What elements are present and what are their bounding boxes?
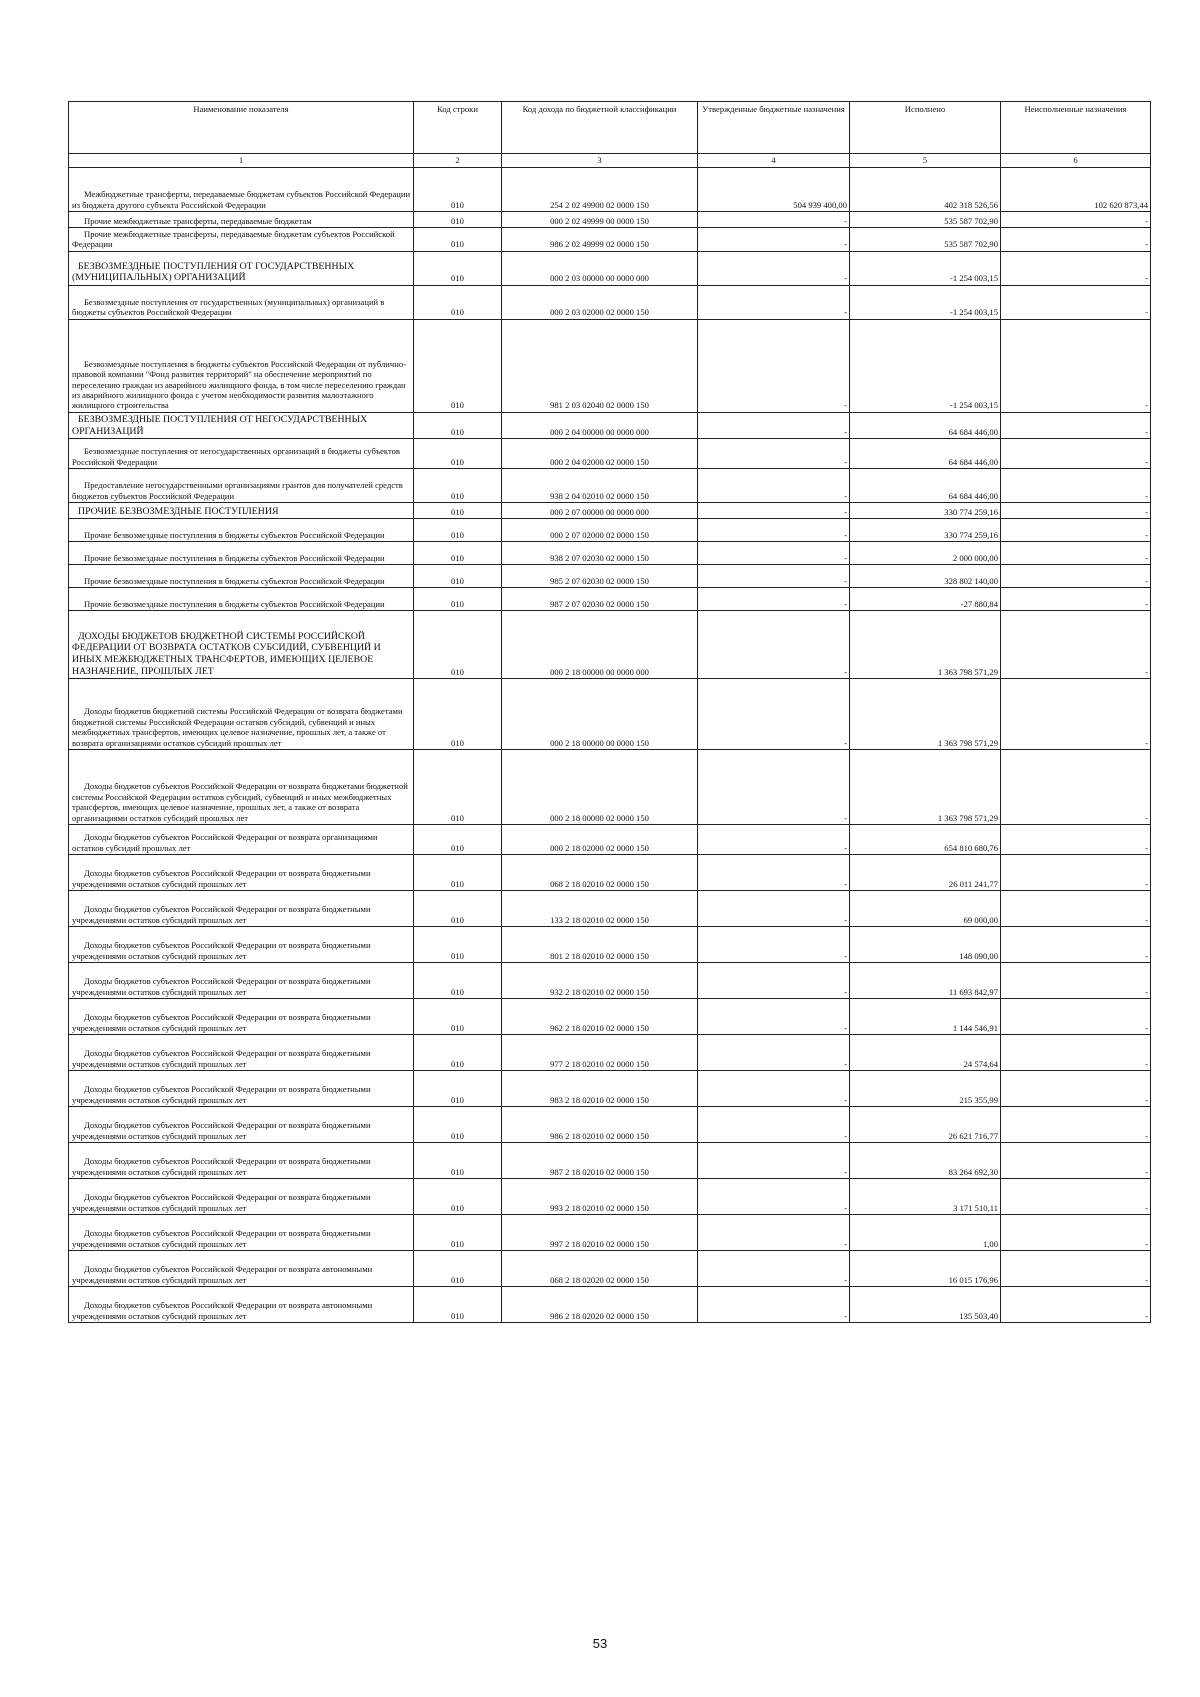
unexecuted-cell: - [1001, 319, 1151, 412]
executed-cell: 1 144 546,91 [850, 999, 1001, 1035]
unexecuted-cell: - [1001, 1107, 1151, 1143]
indicator-name: Доходы бюджетов бюджетной системы Российской Федерации от возврата бюджетами бюджетной системы Российской Федерации остатков субсидий, субвенций и иных межбюджетных трансфертов, имеющих целевое назначение, прошлых лет, а также от возврата организациями остатков субсидий прошлых лет [72, 706, 403, 748]
line-code-cell: 010 [414, 319, 502, 412]
approved-cell: - [698, 228, 850, 252]
approved-cell: - [698, 412, 850, 438]
indicator-name: Доходы бюджетов субъектов Российской Федерации от возврата бюджетными учреждениями остатков субсидий прошлых лет [72, 1192, 371, 1213]
table-row [69, 999, 1151, 1035]
unexecuted-cell: - [1001, 1035, 1151, 1071]
unexecuted-cell: - [1001, 1251, 1151, 1287]
executed-cell: 11 693 842,97 [850, 963, 1001, 999]
line-code-cell: 010 [414, 212, 502, 228]
indicator-name: ДОХОДЫ БЮДЖЕТОВ БЮДЖЕТНОЙ СИСТЕМЫ РОССИЙСКОЙ ФЕДЕРАЦИИ ОТ ВОЗВРАТА ОСТАТКОВ СУБСИДИЙ, СУБВЕНЦИЙ И ИНЫХ МЕЖБЮДЖЕТНЫХ ТРАНСФЕРТОВ, ИМЕЮЩИХ ЦЕЛЕВОЕ НАЗНАЧЕНИЕ, ПРОШЛЫХ ЛЕТ [72, 630, 381, 677]
unexecuted-cell: - [1001, 855, 1151, 891]
table-row [69, 611, 1151, 679]
indicator-name: Прочие межбюджетные трансферты, передаваемые бюджетам [84, 215, 312, 226]
unexecuted-cell: - [1001, 469, 1151, 503]
line-code-cell: 010 [414, 1215, 502, 1251]
executed-cell: 3 171 510,11 [850, 1179, 1001, 1215]
executed-cell: 330 774 259,16 [850, 503, 1001, 519]
indicator-name-cell [69, 212, 414, 228]
budget-code-cell: 986 2 18 02020 02 0000 150 [502, 1287, 698, 1323]
indicator-name: Безвозмездные поступления от негосударственных организаций в бюджеты субъектов Российской Федерации [72, 446, 400, 467]
table-row [69, 1107, 1151, 1143]
indicator-name: Доходы бюджетов субъектов Российской Федерации от возврата бюджетными учреждениями остатков субсидий прошлых лет [72, 1228, 371, 1249]
table-row [69, 1287, 1151, 1323]
approved-cell: - [698, 319, 850, 412]
line-code-cell: 010 [414, 1287, 502, 1323]
line-code-cell: 010 [414, 999, 502, 1035]
line-code-cell: 010 [414, 542, 502, 565]
line-code-cell: 010 [414, 519, 502, 542]
unexecuted-cell: - [1001, 439, 1151, 469]
line-code-cell: 010 [414, 1143, 502, 1179]
line-code-cell: 010 [414, 565, 502, 588]
header-line-code: Код строки [414, 102, 502, 154]
unexecuted-cell: - [1001, 750, 1151, 825]
unexecuted-cell: - [1001, 679, 1151, 750]
approved-cell: - [698, 1107, 850, 1143]
indicator-name: БЕЗВОЗМЕЗДНЫЕ ПОСТУПЛЕНИЯ ОТ ГОСУДАРСТВЕННЫХ (МУНИЦИПАЛЬНЫХ) ОРГАНИЗАЦИЙ [72, 260, 355, 284]
table-row [69, 927, 1151, 963]
line-code-cell: 010 [414, 469, 502, 503]
executed-cell: 328 802 140,00 [850, 565, 1001, 588]
indicator-name-cell [69, 168, 414, 212]
revenue-table [68, 101, 1151, 1323]
approved-cell: - [698, 1287, 850, 1323]
column-number: 5 [850, 154, 1001, 168]
executed-cell: 654 810 680,76 [850, 825, 1001, 855]
indicator-name: Прочие безвозмездные поступления в бюджеты субъектов Российской Федерации [84, 575, 385, 586]
table-row [69, 319, 1151, 412]
unexecuted-cell: - [1001, 927, 1151, 963]
approved-cell: - [698, 565, 850, 588]
unexecuted-cell: 102 620 873,44 [1001, 168, 1151, 212]
line-code-cell: 010 [414, 1071, 502, 1107]
header-unexecuted: Неисполненные назначения [1001, 102, 1151, 154]
line-code-cell: 010 [414, 588, 502, 611]
header-indicator-name: Наименование показателя [69, 102, 414, 154]
approved-cell: - [698, 963, 850, 999]
executed-cell: 148 090,00 [850, 927, 1001, 963]
unexecuted-cell: - [1001, 611, 1151, 679]
budget-code-cell: 932 2 18 02010 02 0000 150 [502, 963, 698, 999]
budget-code-cell: 000 2 18 00000 02 0000 150 [502, 750, 698, 825]
line-code-cell: 010 [414, 750, 502, 825]
indicator-name-cell [69, 251, 414, 285]
budget-code-cell: 801 2 18 02010 02 0000 150 [502, 927, 698, 963]
indicator-name-cell [69, 611, 414, 679]
line-code-cell: 010 [414, 251, 502, 285]
indicator-name: ПРОЧИЕ БЕЗВОЗМЕЗДНЫЕ ПОСТУПЛЕНИЯ [78, 505, 279, 517]
line-code-cell: 010 [414, 1035, 502, 1071]
executed-cell: 26 621 716,77 [850, 1107, 1001, 1143]
indicator-name: Межбюджетные трансферты, передаваемые бюджетам субъектов Российской Федерации из бюджета другого субъекта Российской Федерации [72, 189, 411, 210]
column-number: 4 [698, 154, 850, 168]
indicator-name-cell [69, 228, 414, 252]
unexecuted-cell: - [1001, 565, 1151, 588]
table-row [69, 542, 1151, 565]
indicator-name: Прочие безвозмездные поступления в бюджеты субъектов Российской Федерации [84, 598, 385, 609]
unexecuted-cell: - [1001, 588, 1151, 611]
header-approved: Утвержденные бюджетные назначения [698, 102, 850, 154]
column-number: 6 [1001, 154, 1151, 168]
budget-code-cell: 068 2 18 02010 02 0000 150 [502, 855, 698, 891]
budget-code-cell: 068 2 18 02020 02 0000 150 [502, 1251, 698, 1287]
executed-cell: 215 355,99 [850, 1071, 1001, 1107]
indicator-name-cell [69, 519, 414, 542]
table-row [69, 519, 1151, 542]
approved-cell: - [698, 1215, 850, 1251]
indicator-name: Доходы бюджетов субъектов Российской Федерации от возврата бюджетными учреждениями остатков субсидий прошлых лет [72, 868, 371, 889]
column-number: 3 [502, 154, 698, 168]
indicator-name-cell [69, 1179, 414, 1215]
indicator-name-cell [69, 469, 414, 503]
approved-cell: - [698, 212, 850, 228]
indicator-name-cell [69, 412, 414, 438]
unexecuted-cell: - [1001, 251, 1151, 285]
executed-cell: 2 000 000,00 [850, 542, 1001, 565]
table-row [69, 212, 1151, 228]
table-row [69, 469, 1151, 503]
unexecuted-cell: - [1001, 891, 1151, 927]
indicator-name-cell [69, 503, 414, 519]
header-executed: Исполнено [850, 102, 1001, 154]
budget-code-cell: 000 2 03 02000 02 0000 150 [502, 285, 698, 319]
indicator-name: Безвозмездные поступления в бюджеты субъектов Российской Федерации от публично-правовой компании "Фонд развития территорий" на обеспечение мероприятий по переселению граждан из аварийного жилищного фонда, в том числе переселению граждан из аварийного жилищного фонда с учетом необходимости развития малоэтажного жилищного строительства [72, 358, 406, 411]
unexecuted-cell: - [1001, 542, 1151, 565]
indicator-name-cell [69, 855, 414, 891]
executed-cell: -1 254 003,15 [850, 319, 1001, 412]
approved-cell: - [698, 469, 850, 503]
line-code-cell: 010 [414, 825, 502, 855]
indicator-name-cell [69, 927, 414, 963]
indicator-name-cell [69, 542, 414, 565]
table-row [69, 1035, 1151, 1071]
indicator-name: Прочие межбюджетные трансферты, передаваемые бюджетам субъектов Российской Федерации [72, 229, 395, 250]
indicator-name: Доходы бюджетов субъектов Российской Федерации от возврата бюджетными учреждениями остатков субсидий прошлых лет [72, 904, 371, 925]
indicator-name-cell [69, 1107, 414, 1143]
executed-cell: 1,00 [850, 1215, 1001, 1251]
unexecuted-cell: - [1001, 412, 1151, 438]
unexecuted-cell: - [1001, 963, 1151, 999]
approved-cell: - [698, 855, 850, 891]
indicator-name-cell [69, 565, 414, 588]
unexecuted-cell: - [1001, 285, 1151, 319]
indicator-name: Доходы бюджетов субъектов Российской Федерации от возврата бюджетными учреждениями остатков субсидий прошлых лет [72, 1156, 371, 1177]
indicator-name-cell [69, 588, 414, 611]
approved-cell: - [698, 825, 850, 855]
indicator-name-cell [69, 1251, 414, 1287]
table-row [69, 1179, 1151, 1215]
executed-cell: 64 684 446,00 [850, 469, 1001, 503]
executed-cell: 1 363 798 571,29 [850, 611, 1001, 679]
approved-cell: - [698, 999, 850, 1035]
indicator-name-cell [69, 891, 414, 927]
budget-code-cell: 000 2 02 49999 00 0000 150 [502, 212, 698, 228]
table-row [69, 679, 1151, 750]
approved-cell: - [698, 1071, 850, 1107]
budget-code-cell: 254 2 02 49900 02 0000 150 [502, 168, 698, 212]
budget-code-cell: 962 2 18 02010 02 0000 150 [502, 999, 698, 1035]
approved-cell: - [698, 251, 850, 285]
line-code-cell: 010 [414, 855, 502, 891]
column-number: 2 [414, 154, 502, 168]
table-row [69, 412, 1151, 438]
budget-code-cell: 938 2 04 02010 02 0000 150 [502, 469, 698, 503]
table-row [69, 750, 1151, 825]
approved-cell: - [698, 519, 850, 542]
line-code-cell: 010 [414, 1107, 502, 1143]
indicator-name-cell [69, 963, 414, 999]
approved-cell: - [698, 503, 850, 519]
executed-cell: 135 503,40 [850, 1287, 1001, 1323]
budget-code-cell: 000 2 04 00000 00 0000 000 [502, 412, 698, 438]
budget-code-cell: 987 2 18 02010 02 0000 150 [502, 1143, 698, 1179]
executed-cell: -27 880,84 [850, 588, 1001, 611]
table-row [69, 891, 1151, 927]
line-code-cell: 010 [414, 611, 502, 679]
line-code-cell: 010 [414, 412, 502, 438]
unexecuted-cell: - [1001, 999, 1151, 1035]
indicator-name: Безвозмездные поступления от государственных (муниципальных) организаций в бюджеты субъектов Российской Федерации [72, 297, 385, 318]
table-row [69, 588, 1151, 611]
approved-cell: - [698, 750, 850, 825]
page-number: 53 [592, 1636, 608, 1651]
indicator-name: Доходы бюджетов субъектов Российской Федерации от возврата бюджетами бюджетной системы Российской Федерации остатков субсидий, субвенций и иных межбюджетных трансфертов, имеющих целевое назначение, прошлых лет, а также от возврата организациями остатков субсидий прошлых лет [72, 781, 408, 823]
approved-cell: - [698, 927, 850, 963]
indicator-name-cell [69, 1287, 414, 1323]
executed-cell: 24 574,64 [850, 1035, 1001, 1071]
line-code-cell: 010 [414, 679, 502, 750]
table-row [69, 228, 1151, 252]
table-row [69, 1143, 1151, 1179]
approved-cell: - [698, 588, 850, 611]
line-code-cell: 010 [414, 228, 502, 252]
line-code-cell: 010 [414, 503, 502, 519]
budget-code-cell: 000 2 18 00000 00 0000 150 [502, 679, 698, 750]
header-budget-code: Код дохода по бюджетной классификации [502, 102, 698, 154]
executed-cell: -1 254 003,15 [850, 251, 1001, 285]
indicator-name-cell [69, 439, 414, 469]
unexecuted-cell: - [1001, 1143, 1151, 1179]
table-row [69, 963, 1151, 999]
approved-cell: - [698, 891, 850, 927]
budget-code-cell: 986 2 18 02010 02 0000 150 [502, 1107, 698, 1143]
indicator-name: Доходы бюджетов субъектов Российской Федерации от возврата автономными учреждениями остатков субсидий прошлых лет [72, 1264, 373, 1285]
report-sheet [68, 101, 1150, 1323]
budget-code-cell: 000 2 07 00000 00 0000 000 [502, 503, 698, 519]
approved-cell: - [698, 542, 850, 565]
executed-cell: 64 684 446,00 [850, 412, 1001, 438]
budget-code-cell: 983 2 18 02010 02 0000 150 [502, 1071, 698, 1107]
indicator-name: Прочие безвозмездные поступления в бюджеты субъектов Российской Федерации [84, 529, 385, 540]
indicator-name: Доходы бюджетов субъектов Российской Федерации от возврата бюджетными учреждениями остатков субсидий прошлых лет [72, 1012, 371, 1033]
indicator-name-cell [69, 1035, 414, 1071]
indicator-name: БЕЗВОЗМЕЗДНЫЕ ПОСТУПЛЕНИЯ ОТ НЕГОСУДАРСТВЕННЫХ ОРГАНИЗАЦИЙ [72, 413, 368, 437]
unexecuted-cell: - [1001, 503, 1151, 519]
table-row [69, 1071, 1151, 1107]
indicator-name: Доходы бюджетов субъектов Российской Федерации от возврата бюджетными учреждениями остатков субсидий прошлых лет [72, 1048, 371, 1069]
indicator-name-cell [69, 319, 414, 412]
indicator-name: Предоставление негосударственными организациями грантов для получателей средств бюджетов субъектов Российской Федерации [72, 480, 403, 501]
budget-code-cell: 133 2 18 02010 02 0000 150 [502, 891, 698, 927]
budget-code-cell: 993 2 18 02010 02 0000 150 [502, 1179, 698, 1215]
budget-code-cell: 000 2 04 02000 02 0000 150 [502, 439, 698, 469]
line-code-cell: 010 [414, 963, 502, 999]
line-code-cell: 010 [414, 1251, 502, 1287]
unexecuted-cell: - [1001, 825, 1151, 855]
indicator-name-cell [69, 679, 414, 750]
budget-code-cell: 938 2 07 02030 02 0000 150 [502, 542, 698, 565]
indicator-name: Доходы бюджетов субъектов Российской Федерации от возврата автономными учреждениями остатков субсидий прошлых лет [72, 1300, 373, 1321]
indicator-name-cell [69, 825, 414, 855]
column-number: 1 [69, 154, 414, 168]
executed-cell: 535 587 702,90 [850, 212, 1001, 228]
executed-cell: 402 318 526,56 [850, 168, 1001, 212]
unexecuted-cell: - [1001, 212, 1151, 228]
line-code-cell: 010 [414, 1179, 502, 1215]
budget-code-cell: 981 2 03 02040 02 0000 150 [502, 319, 698, 412]
indicator-name-cell [69, 285, 414, 319]
unexecuted-cell: - [1001, 1071, 1151, 1107]
indicator-name: Прочие безвозмездные поступления в бюджеты субъектов Российской Федерации [84, 552, 385, 563]
indicator-name: Доходы бюджетов субъектов Российской Федерации от возврата бюджетными учреждениями остатков субсидий прошлых лет [72, 940, 371, 961]
approved-cell: - [698, 1035, 850, 1071]
indicator-name: Доходы бюджетов субъектов Российской Федерации от возврата бюджетными учреждениями остатков субсидий прошлых лет [72, 1084, 371, 1105]
indicator-name: Доходы бюджетов субъектов Российской Федерации от возврата бюджетными учреждениями остатков субсидий прошлых лет [72, 1120, 371, 1141]
line-code-cell: 010 [414, 168, 502, 212]
executed-cell: 330 774 259,16 [850, 519, 1001, 542]
executed-cell: -1 254 003,15 [850, 285, 1001, 319]
executed-cell: 16 015 176,96 [850, 1251, 1001, 1287]
line-code-cell: 010 [414, 927, 502, 963]
indicator-name-cell [69, 1071, 414, 1107]
executed-cell: 64 684 446,00 [850, 439, 1001, 469]
budget-code-cell: 977 2 18 02010 02 0000 150 [502, 1035, 698, 1071]
budget-code-cell: 000 2 07 02000 02 0000 150 [502, 519, 698, 542]
approved-cell: - [698, 1179, 850, 1215]
table-row [69, 1251, 1151, 1287]
budget-code-cell: 986 2 02 49999 02 0000 150 [502, 228, 698, 252]
table-row [69, 439, 1151, 469]
indicator-name-cell [69, 750, 414, 825]
approved-cell: - [698, 679, 850, 750]
unexecuted-cell: - [1001, 1215, 1151, 1251]
table-row [69, 855, 1151, 891]
budget-code-cell: 000 2 03 00000 00 0000 000 [502, 251, 698, 285]
line-code-cell: 010 [414, 285, 502, 319]
approved-cell: - [698, 285, 850, 319]
indicator-name-cell [69, 999, 414, 1035]
table-row [69, 285, 1151, 319]
executed-cell: 83 264 692,30 [850, 1143, 1001, 1179]
line-code-cell: 010 [414, 891, 502, 927]
executed-cell: 1 363 798 571,29 [850, 679, 1001, 750]
budget-code-cell: 997 2 18 02010 02 0000 150 [502, 1215, 698, 1251]
line-code-cell: 010 [414, 439, 502, 469]
executed-cell: 26 011 241,77 [850, 855, 1001, 891]
table-body [69, 168, 1151, 1323]
unexecuted-cell: - [1001, 1287, 1151, 1323]
column-number-row [69, 154, 1151, 168]
approved-cell: 504 939 400,00 [698, 168, 850, 212]
approved-cell: - [698, 611, 850, 679]
table-row [69, 503, 1151, 519]
budget-code-cell: 987 2 07 02030 02 0000 150 [502, 588, 698, 611]
table-row [69, 825, 1151, 855]
executed-cell: 69 000,00 [850, 891, 1001, 927]
budget-code-cell: 000 2 18 00000 00 0000 000 [502, 611, 698, 679]
indicator-name-cell [69, 1143, 414, 1179]
table-header-row [69, 102, 1151, 154]
table-row [69, 565, 1151, 588]
indicator-name: Доходы бюджетов субъектов Российской Федерации от возврата организациями остатков субсидий прошлых лет [72, 832, 378, 853]
approved-cell: - [698, 1251, 850, 1287]
table-row [69, 251, 1151, 285]
budget-code-cell: 000 2 18 02000 02 0000 150 [502, 825, 698, 855]
table-row [69, 1215, 1151, 1251]
executed-cell: 1 363 798 571,29 [850, 750, 1001, 825]
indicator-name: Доходы бюджетов субъектов Российской Федерации от возврата бюджетными учреждениями остатков субсидий прошлых лет [72, 976, 371, 997]
unexecuted-cell: - [1001, 228, 1151, 252]
unexecuted-cell: - [1001, 1179, 1151, 1215]
unexecuted-cell: - [1001, 519, 1151, 542]
approved-cell: - [698, 1143, 850, 1179]
indicator-name-cell [69, 1215, 414, 1251]
executed-cell: 535 587 702,90 [850, 228, 1001, 252]
approved-cell: - [698, 439, 850, 469]
table-row [69, 168, 1151, 212]
budget-code-cell: 985 2 07 02030 02 0000 150 [502, 565, 698, 588]
